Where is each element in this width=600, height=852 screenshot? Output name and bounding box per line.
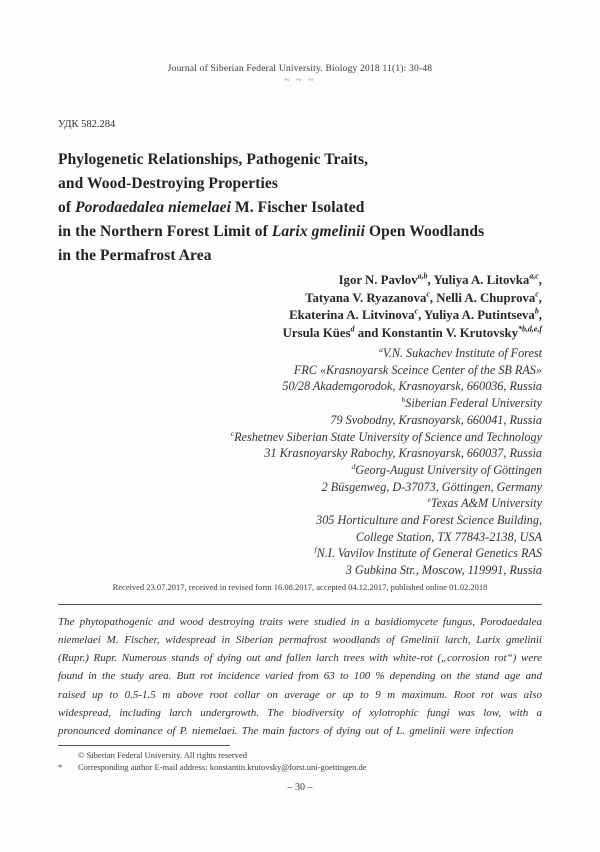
affiliations-block [58, 345, 542, 579]
affiliation-line: College Station, TX 77843-2138, USA [355, 529, 542, 544]
footnote-corresponding: Corresponding author E-mail address: konstantin.krutovsky@forst.uni-goettingen.de [78, 762, 367, 772]
page-number: – 30 – [287, 782, 313, 793]
affiliation-line: 305 Horticulture and Forest Science Building, [316, 513, 542, 528]
footnote-copyright-row [58, 749, 542, 761]
journal-header: Journal of Siberian Federal University. Biology 2018 11(1): 30-48 [167, 64, 433, 74]
footnote-copyright: © Siberian Federal University. All rights reserved [78, 750, 248, 760]
affiliation-line: 50/28 Akademgorodok, Krasnoyarsk, 660036, Russia [282, 379, 542, 394]
author-line: Igor N. Pavlov$^{a,b}$, Yuliya A. Litovka$^{a,c}$, [338, 271, 542, 287]
authors-block [58, 272, 542, 342]
title-line: in the Permafrost Area [58, 247, 212, 264]
affiliation-line: $^b$Siberian Federal University [401, 395, 542, 411]
affiliation-line: $^c$Reshetnev Siberian State University of Science and Technology [230, 428, 542, 444]
affiliation-line: 3 Gubkina Str., Moscow, 119991, Russia [345, 563, 542, 578]
footnote-divider [58, 745, 230, 746]
abstract-divider [58, 604, 542, 605]
header-separator: ~ ~ ~ [284, 75, 316, 86]
affiliation-line: $^a$V.N. Sukachev Institute of Forest [379, 344, 542, 360]
article-title [58, 148, 542, 268]
title-line: of Porodaedalea niemelaei M. Fischer Isolated [58, 199, 365, 216]
title-line: Phylogenetic Relationships, Pathogenic Traits, [58, 151, 369, 168]
affiliation-line: 31 Krasnoyarsky Rabochy, Krasnoyarsk, 660037, Russia [264, 446, 542, 461]
affiliation-line: 79 Svobodny, Krasnoyarsk, 660041, Russia [330, 412, 542, 427]
received-line: Received 23.07.2017, received in revised form 16.08.2017, accepted 04.12.2017, published online 01.02.2018 [112, 581, 488, 592]
author-line: Ursula Kües$^d$ and Konstantin V. Krutovsky$^{*b,d,e,f}$ [282, 324, 542, 340]
footnotes-block [58, 745, 542, 773]
affiliation-line: $^d$Georg-August University of Göttingen [351, 461, 542, 477]
abstract-text: The phytopathogenic and wood destroying traits were studied in a basidiomycete fungus, Porodaedalea niemelaei M. Fischer, widespread in Siberian permafrost woodlands of Gmelinii larch, Larix gmelinii (Rupr.) Rupr. Numerous stands of dying out and fallen larch trees with white-rot („corrosion rot“) were found in the study area. Butt rot incidence varied from 63 to 100 % depending on the stand age and raised up to 0.5-1.5 m above root collar on average or up to 9 m maximum. Root rot was also widespread, including larch undergrowth. The biodiversity of xylotrophic fungi was low, with a pronounced dominance of P. niemelaei. The main factors of dying out of L. gmelinii were infection [58, 615, 542, 738]
affiliation-line: 2 Büsgenweg, D-37073, Göttingen, Germany [321, 479, 542, 494]
author-line: Tatyana V. Ryazanova$^c$, Nelli A. Chuprova$^c$, [305, 289, 542, 305]
affiliation-line: $^f$N.I. Vavilov Institute of General Genetics RAS [314, 545, 542, 561]
footnote-marker-empty [58, 749, 78, 761]
affiliation-line: $^e$Texas A&M University [427, 495, 542, 511]
udc-code: УДК 582.284 [58, 119, 116, 130]
title-line: and Wood-Destroying Properties [58, 175, 279, 192]
title-line: in the Northern Forest Limit of Larix gmelinii Open Woodlands [58, 223, 485, 240]
footnote-asterisk: * [58, 762, 63, 772]
footnote-corresponding-row [58, 761, 542, 773]
affiliation-line: FRC «Krasnoyarsk Sceince Center of the SB RAS» [293, 362, 542, 377]
author-line: Ekaterina A. Litvinova$^c$, Yuliya A. Putintseva$^b$, [289, 306, 542, 322]
